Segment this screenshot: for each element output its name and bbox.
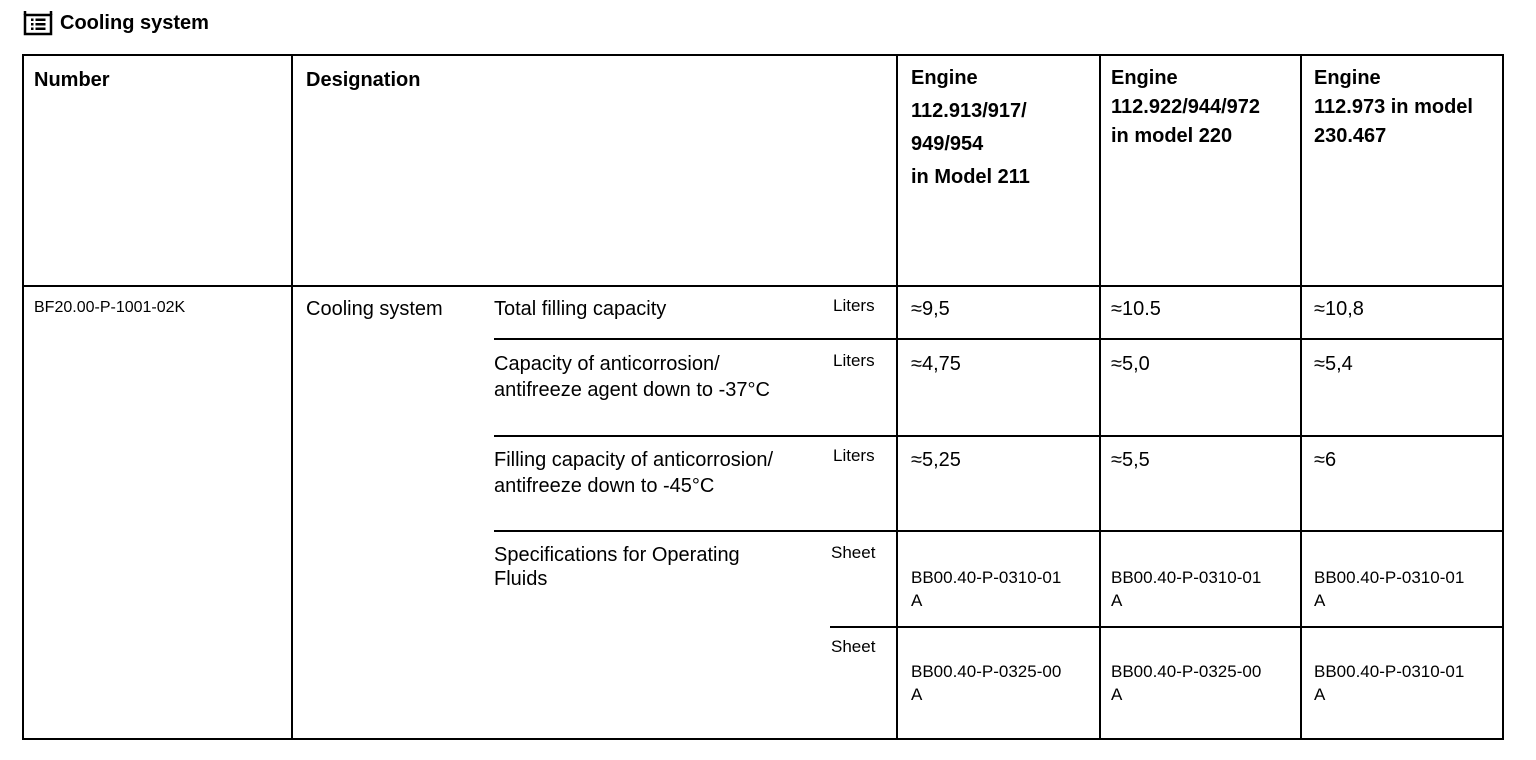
row-0-value-1: ≈9,5 bbox=[911, 298, 950, 320]
header-engine-3-line3: 230.467 bbox=[1314, 125, 1387, 147]
group-label: Cooling system bbox=[306, 298, 443, 320]
col-sep-2 bbox=[896, 54, 898, 740]
row-0-unit: Liters bbox=[833, 296, 875, 315]
header-engine-3 bbox=[1314, 64, 1473, 151]
col-sep-4 bbox=[1300, 54, 1302, 740]
row-3-value-1 bbox=[911, 566, 1061, 612]
row-2-designation-l2: antifreeze down to -45°C bbox=[494, 475, 715, 497]
header-engine-3-line1: Engine bbox=[1314, 67, 1381, 89]
row-2-unit: Liters bbox=[833, 446, 875, 465]
row-2-value-3: ≈6 bbox=[1314, 449, 1337, 471]
row-1-designation-l1: Capacity of anticorrosion/ bbox=[494, 353, 720, 375]
row-3-value-3 bbox=[1314, 566, 1464, 612]
row-0-value-2: ≈10.5 bbox=[1111, 298, 1161, 320]
row-sep-3 bbox=[494, 530, 1504, 532]
row-sep-1 bbox=[494, 338, 1504, 340]
row-0-value-3: ≈10,8 bbox=[1314, 298, 1364, 320]
row-4-value-3-l2: A bbox=[1314, 685, 1326, 704]
row-3-designation bbox=[494, 543, 740, 591]
table-border-left bbox=[22, 54, 24, 740]
row-3-designation-l2: Fluids bbox=[494, 568, 548, 590]
row-4-value-2 bbox=[1111, 660, 1261, 706]
row-2-value-1: ≈5,25 bbox=[911, 449, 961, 471]
row-2-designation-l1: Filling capacity of anticorrosion/ bbox=[494, 449, 774, 471]
header-engine-2-line2: 112.922/944/972 bbox=[1111, 96, 1261, 118]
col-sep-1 bbox=[291, 54, 293, 740]
row-1-value-3: ≈5,4 bbox=[1314, 353, 1353, 375]
table-border-bottom bbox=[22, 738, 1504, 740]
row-4-value-3 bbox=[1314, 660, 1464, 706]
row-1-unit: Liters bbox=[833, 351, 875, 370]
header-engine-1-line3: 949/954 bbox=[911, 133, 984, 155]
row-3-designation-l1: Specifications for Operating bbox=[494, 544, 740, 566]
cooling-system-table bbox=[22, 54, 1504, 740]
header-engine-3-line2: 112.973 in model bbox=[1314, 96, 1473, 118]
table-border-top bbox=[22, 54, 1504, 56]
row-3-value-2-l1: BB00.40-P-0310-01 bbox=[1111, 568, 1262, 587]
book-list-icon bbox=[22, 10, 54, 36]
row-4-unit: Sheet bbox=[831, 637, 876, 656]
page-title bbox=[22, 8, 209, 38]
row-3-value-1-l2: A bbox=[911, 591, 923, 610]
row-1-value-1: ≈4,75 bbox=[911, 353, 961, 375]
row-1-designation-l2: antifreeze agent down to -37°C bbox=[494, 379, 770, 401]
row-3-unit: Sheet bbox=[831, 543, 876, 562]
row-4-value-2-l2: A bbox=[1111, 685, 1123, 704]
row-4-value-2-l1: BB00.40-P-0325-00 bbox=[1111, 662, 1262, 681]
page-title-text: Cooling system bbox=[60, 11, 209, 34]
row-1-designation bbox=[494, 351, 770, 403]
header-number: Number bbox=[34, 69, 110, 91]
header-engine-1-line1: Engine bbox=[911, 67, 978, 89]
header-engine-2 bbox=[1111, 64, 1260, 151]
header-designation: Designation bbox=[306, 69, 421, 91]
header-engine-1-line4: in Model 211 bbox=[911, 166, 1030, 188]
row-3-value-3-l1: BB00.40-P-0310-01 bbox=[1314, 568, 1465, 587]
header-engine-1-line2: 112.913/917/ bbox=[911, 100, 1027, 122]
header-engine-2-line3: in model 220 bbox=[1111, 125, 1233, 147]
row-2-value-2: ≈5,5 bbox=[1111, 449, 1150, 471]
header-engine-1 bbox=[911, 62, 1030, 194]
row-4-value-1 bbox=[911, 660, 1061, 706]
row-3-value-1-l1: BB00.40-P-0310-01 bbox=[911, 568, 1062, 587]
col-sep-3 bbox=[1099, 54, 1101, 740]
row-3-value-2-l2: A bbox=[1111, 591, 1123, 610]
row-3-value-3-l2: A bbox=[1314, 591, 1326, 610]
row-3-value-2 bbox=[1111, 566, 1261, 612]
table-border-right bbox=[1502, 54, 1504, 740]
header-sep bbox=[22, 285, 1504, 287]
row-0-designation: Total filling capacity bbox=[494, 298, 667, 320]
header-engine-2-line1: Engine bbox=[1111, 67, 1178, 89]
row-2-designation bbox=[494, 447, 773, 499]
row-1-value-2: ≈5,0 bbox=[1111, 353, 1150, 375]
row-4-value-1-l1: BB00.40-P-0325-00 bbox=[911, 662, 1062, 681]
part-number: BF20.00-P-1001-02K bbox=[34, 299, 186, 316]
row-4-value-1-l2: A bbox=[911, 685, 923, 704]
row-4-value-3-l1: BB00.40-P-0310-01 bbox=[1314, 662, 1465, 681]
row-sep-2 bbox=[494, 435, 1504, 437]
row-sep-4 bbox=[830, 626, 1504, 628]
